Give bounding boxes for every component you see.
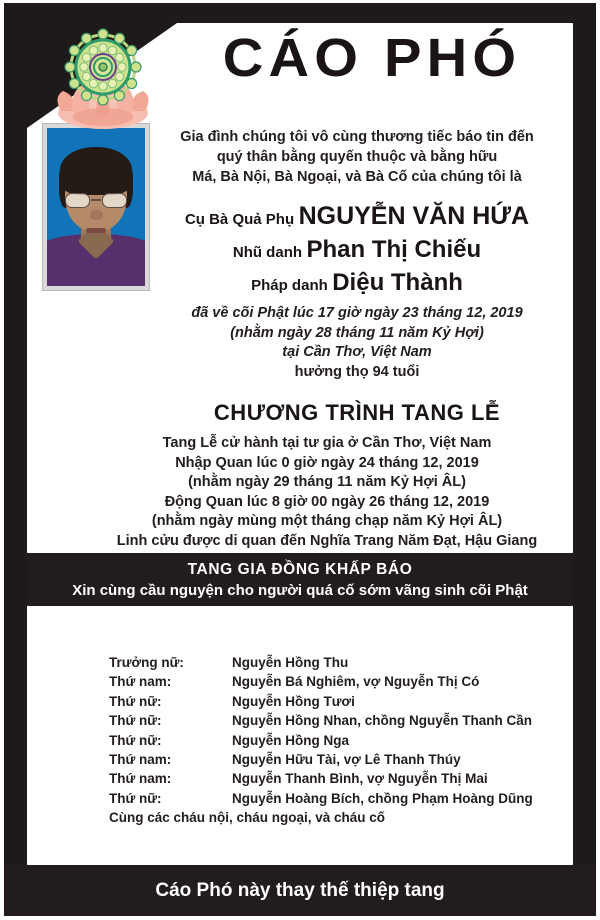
- program-line: Động Quan lúc 8 giờ 00 ngày 26 tháng 12, 2019: [164, 493, 490, 510]
- family-member-name: Nguyễn Hữu Tài, vợ Lê Thanh Thúy: [232, 752, 461, 768]
- deceased-names: [147, 201, 567, 301]
- deceased-dharma-name: Diệu Thành: [332, 269, 463, 296]
- mourning-banner-line-2: Xin cùng cầu nguyện cho người quá cố sớm vãng sinh cõi Phật: [72, 582, 528, 599]
- family-relation-label: Trưởng nữ:: [109, 655, 184, 670]
- passing-details: [147, 304, 567, 382]
- deceased-husband-name-line: [147, 201, 567, 235]
- family-row: [109, 672, 529, 691]
- family-row: [109, 731, 529, 750]
- maiden-name-prefix: Nhũ danh: [232, 244, 303, 261]
- deceased-maiden-name-line: [147, 235, 567, 268]
- deceased-title-prefix: Cụ Bà Quả Phụ: [184, 211, 295, 228]
- footer-text: Cáo Phó này thay thế thiệp tang: [155, 880, 445, 901]
- avatar: [47, 128, 145, 286]
- program-heading: CHƯƠNG TRÌNH TANG LỄ: [213, 400, 501, 425]
- dharma-wheel-lotus-icon: [43, 25, 163, 133]
- family-relation-label: Thứ nam:: [109, 771, 172, 787]
- deceased-husband-name: NGUYỄN VĂN HỨA: [298, 202, 530, 230]
- family-member-name: Nguyễn Hồng Nga: [232, 732, 349, 748]
- family-row: [109, 653, 529, 672]
- page-title-text: CÁO PHÓ: [222, 28, 522, 88]
- family-row: [109, 789, 533, 808]
- passing-line-4: hưởng thọ 94 tuổi: [294, 363, 420, 380]
- family-list: [109, 653, 533, 828]
- family-member-name: Nguyễn Hồng Tươi: [232, 693, 355, 709]
- family-relation-label: Thứ nữ:: [109, 713, 162, 729]
- portrait-hair: [60, 147, 132, 195]
- deceased-dharma-name-line: [147, 268, 567, 301]
- family-relation-label: Thứ nam:: [109, 752, 172, 768]
- program-line: Tang Lễ cử hành tại tư gia ở Cần Thơ, Việt Nam: [162, 435, 492, 451]
- family-row: [109, 711, 532, 730]
- family-relation-label: Thứ nam:: [109, 674, 172, 690]
- poster-sheet: [27, 23, 573, 865]
- page-title: [177, 28, 567, 88]
- family-member-name: Nguyễn Bá Nghiêm, vợ Nguyễn Thị Có: [232, 674, 480, 690]
- mourning-banner-line-1: TANG GIA ĐỒNG KHẤP BÁO: [187, 561, 413, 578]
- family-relation-label: Thứ nữ:: [109, 693, 162, 709]
- portrait-glasses-icon: [65, 193, 127, 208]
- family-member-name: Nguyễn Thanh Bình, vợ Nguyễn Thị Mai: [232, 771, 488, 787]
- family-row: [109, 769, 529, 788]
- passing-line-3: tại Cần Thơ, Việt Nam: [282, 344, 432, 360]
- intro-line-1: Gia đình chúng tôi vô cùng thương tiếc báo tin đến: [180, 129, 534, 145]
- glasses-lens-right: [102, 193, 127, 208]
- family-relation-label: Thứ nữ:: [109, 790, 162, 806]
- intro-line-2: quý thân bằng quyến thuộc và bằng hữu: [216, 149, 498, 165]
- portrait-mouth: [86, 228, 106, 233]
- glasses-lens-left: [65, 193, 90, 208]
- program-details: [87, 434, 567, 551]
- family-relation-label: Thứ nữ:: [109, 732, 162, 748]
- family-footer-note: Cùng các cháu nội, cháu ngoại, và cháu cố: [109, 810, 386, 826]
- program-line: (nhằm ngày mùng một tháng chạp năm Kỷ Hợi ÂL): [151, 513, 503, 529]
- passing-line-2: (nhằm ngày 28 tháng 11 năm Kỷ Hợi): [230, 324, 484, 341]
- deceased-maiden-name: Phan Thị Chiếu: [306, 236, 482, 263]
- funeral-announcement-poster: [4, 3, 596, 916]
- program-line: Nhập Quan lúc 0 giờ ngày 24 tháng 12, 2019: [175, 454, 479, 471]
- dharma-name-prefix: Pháp danh: [251, 277, 328, 294]
- family-row: [109, 750, 529, 769]
- intro-line-3: Má, Bà Nội, Bà Ngoại, và Bà Cố của chúng tôi là: [192, 169, 522, 185]
- family-member-name: Nguyễn Hoàng Bích, chồng Phạm Hoàng Dũng: [232, 790, 533, 806]
- mourning-banner: [27, 553, 573, 606]
- portrait-nose: [90, 210, 103, 220]
- passing-line-1: đã về cõi Phật lúc 17 giờ ngày 23 tháng 12, 2019: [191, 305, 523, 321]
- glasses-bridge: [91, 199, 101, 201]
- program-line: (nhằm ngày 29 tháng 11 năm Kỷ Hợi ÂL): [188, 474, 466, 490]
- portrait-frame: [42, 123, 150, 291]
- family-row: [109, 692, 529, 711]
- program-line: Linh cửu được di quan đến Nghĩa Trang Năm Đạt, Hậu Giang: [116, 532, 538, 549]
- footer-banner: [4, 865, 596, 916]
- family-member-name: Nguyễn Hồng Nhan, chồng Nguyễn Thanh Cần: [232, 713, 532, 729]
- family-member-name: Nguyễn Hồng Thu: [232, 655, 349, 670]
- intro-text: [147, 127, 567, 187]
